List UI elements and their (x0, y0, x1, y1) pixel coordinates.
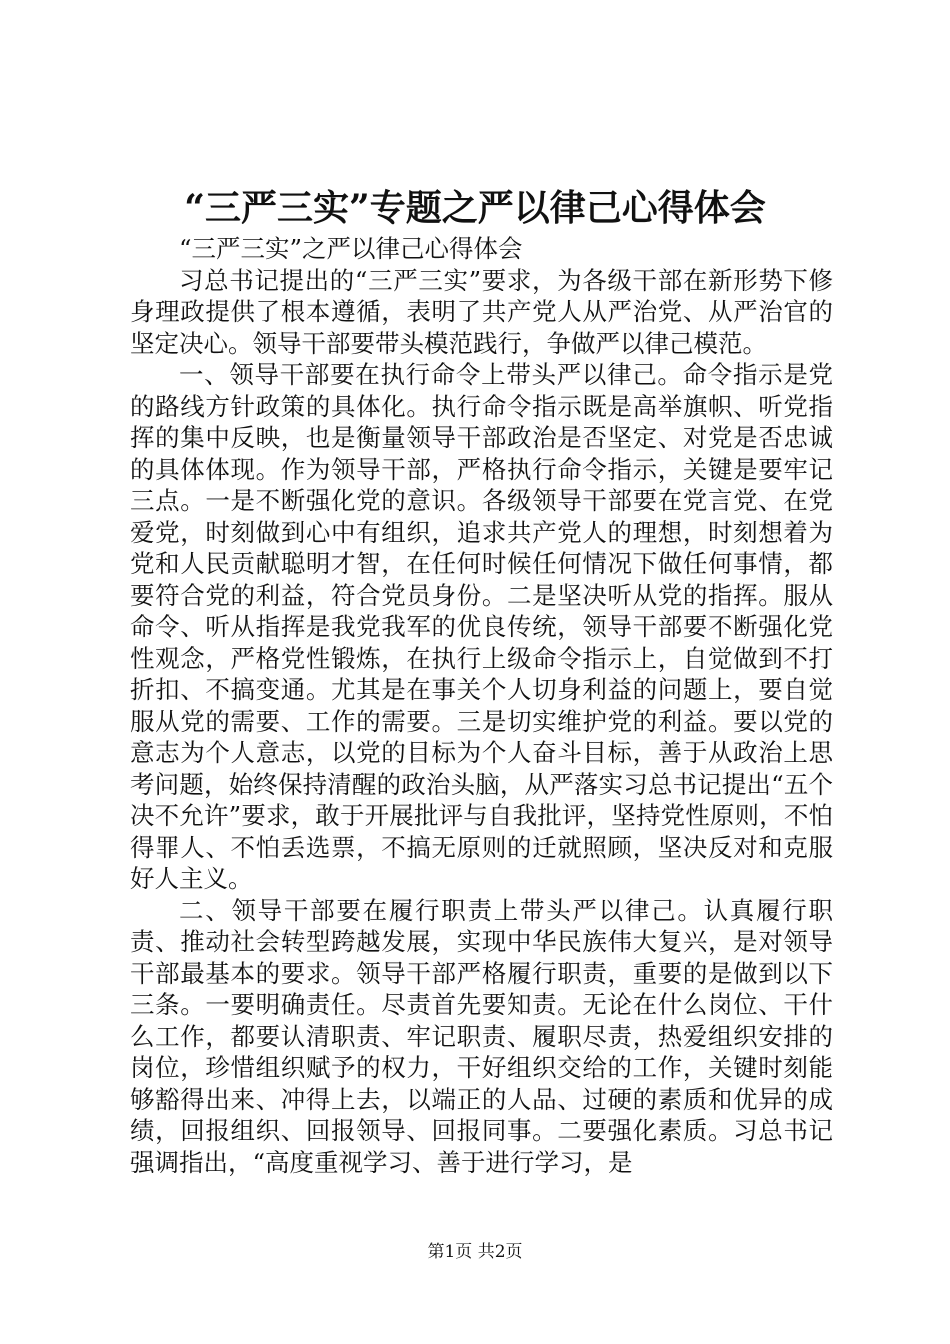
subtitle-paragraph: “三严三实”之严以律己心得体会 (179, 234, 523, 263)
section-two-paragraph: 二、领导干部要在履行职责上带头严以律己。认真履行职责、推动社会转型跨越发展，实现中华民族伟大复兴，是对领导干部最基本的要求。领导干部严格履行职责，重要的是做到以下三条。一要明确责任。尽责首先要知责。无论在什么岗位、干什么工作，都要认清职责、牢记职责、履职尽责，热爱组织安排的岗位，珍惜组织赋予的权力，干好组织交给的工作，关键时刻能够豁得出来、冲得上去，以端正的人品、过硬的素质和优异的成绩，回报组织、回报领导、回报同事。二要强化素质。习总书记强调指出，“高度重视学习、善于进行学习，是 (130, 895, 833, 1177)
document-body (130, 233, 833, 1178)
intro-paragraph: 习总书记提出的“三严三实”要求，为各级干部在新形势下修身理政提供了根本遵循，表明了共产党人从严治党、从严治官的坚定决心。领导干部要带头模范践行，争做严以律己模范。 (130, 265, 833, 358)
document-title: “三严三实”专题之严以律己心得体会 (184, 187, 766, 229)
section-one-paragraph: 一、领导干部要在执行命令上带头严以律己。命令指示是党的路线方针政策的具体化。执行命令指示既是高举旗帜、听党指挥的集中反映，也是衡量领导干部政治是否坚定、对党是否忠诚的具体体现。作为领导干部，严格执行命令指示，关键是要牢记三点。一是不断强化党的意识。各级领导干部要在党言党、在党爱党，时刻做到心中有组织，追求共产党人的理想，时刻想着为党和人民贡献聪明才智，在任何时候任何情况下做任何事情，都要符合党的利益，符合党员身份。二是坚决听从党的指挥。服从命令、听从指挥是我党我军的优良传统，领导干部要不断强化党性观念，严格党性锻炼，在执行上级命令指示上，自觉做到不打折扣、不搞变通。尤其是在事关个人切身利益的问题上，要自觉服从党的需要、工作的需要。三是切实维护党的利益。要以党的意志为个人意志，以党的目标为个人奋斗目标，善于从政治上思考问题，始终保持清醒的政治头脑，从严落实习总书记提出“五个决不允许”要求，敢于开展批评与自我批评，坚持党性原则，不怕得罪人、不怕丢选票，不搞无原则的迁就照顾，坚决反对和克服好人主义。 (130, 360, 833, 893)
page-footer: 第1页 共2页 (427, 1242, 523, 1262)
